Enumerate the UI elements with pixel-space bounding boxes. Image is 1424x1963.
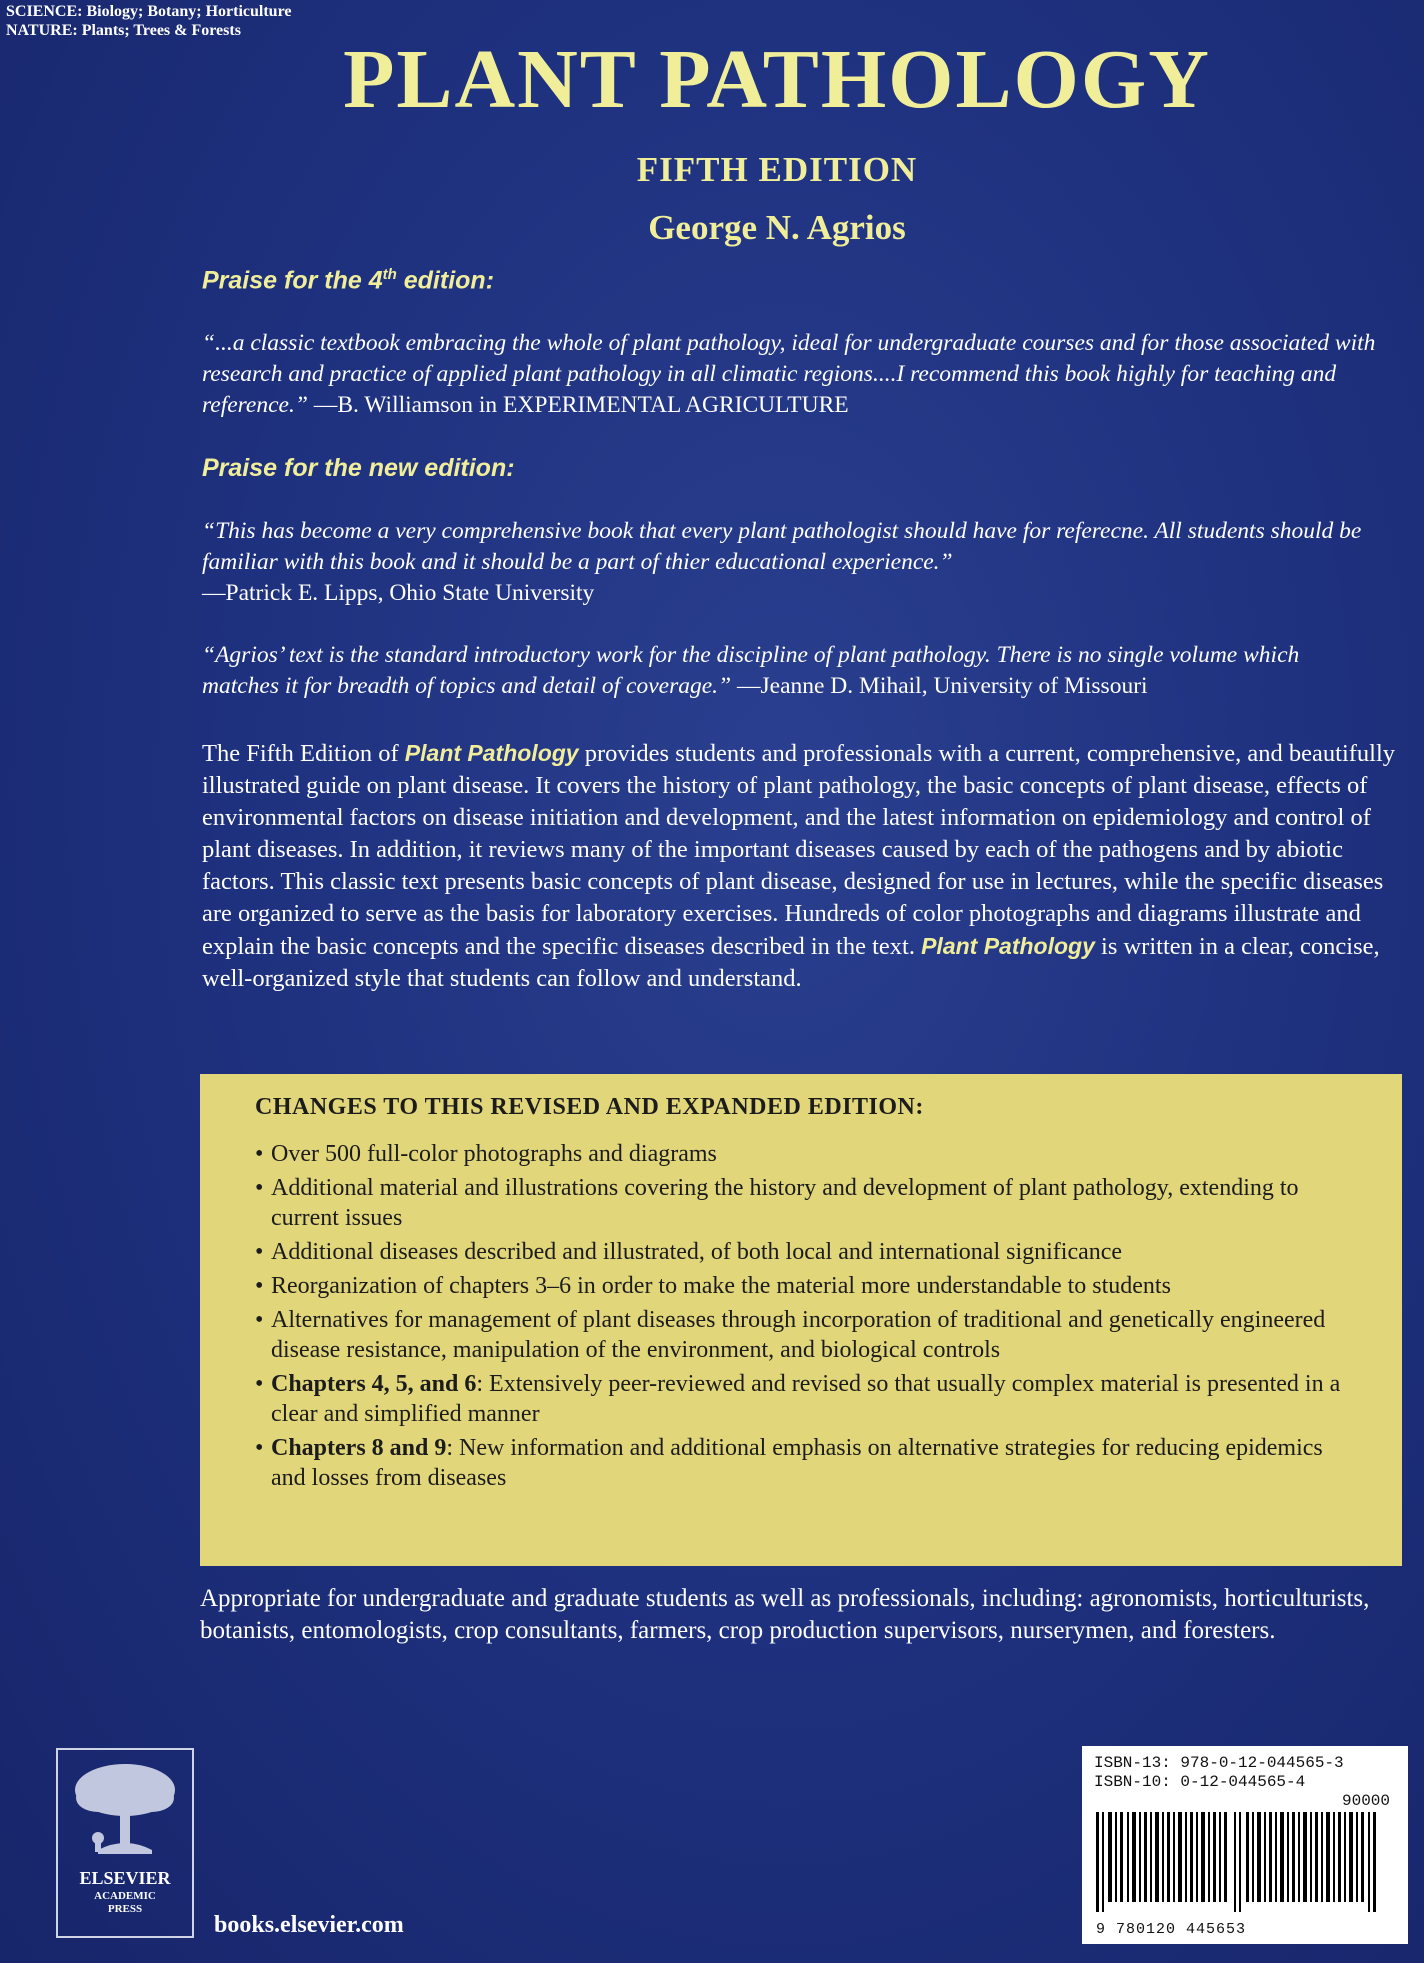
- list-item: • Over 500 full-color photographs and diagrams: [255, 1141, 717, 1167]
- praise-new-quote-2: [202, 640, 1382, 702]
- author-name: George N. Agrios: [648, 208, 906, 247]
- praise-4th-quote: [202, 328, 1382, 421]
- audience-text: Appropriate for undergraduate and graduate students as well as professionals, including: agronomists, horticulturists, botanists, entomologists, crop consultants, farmers, crop production supervisors, nurserymen, and foresters.: [200, 1585, 1370, 1644]
- publisher-website[interactable]: books.elsevier.com: [214, 1912, 404, 1938]
- quote-attribution: —Jeanne D. Mihail, University of Missouri: [731, 673, 1148, 699]
- price-code: 90000: [1341, 1792, 1390, 1810]
- tree-icon: [58, 1750, 192, 1868]
- praise-new-heading: Praise for the new edition:: [202, 454, 515, 482]
- changes-list: [255, 1139, 1362, 1493]
- quote-attribution: —Patrick E. Lipps, Ohio State University: [202, 580, 595, 606]
- subject-line-science: SCIENCE: Biology; Botany; Horticulture: [6, 3, 292, 20]
- isbn-10: ISBN-10: 0-12-044565-4: [1094, 1773, 1306, 1791]
- subject-line-nature: NATURE: Plants; Trees & Forests: [6, 22, 241, 39]
- imprint-line-1: ACADEMIC: [94, 1890, 156, 1902]
- book-title: PLANT PATHOLOGY: [343, 33, 1211, 126]
- quote-text: “This has become a very comprehensive book that every plant pathologist should have for referecne. All students should be familiar with this book and it should be a part of thier educational experience.”: [202, 518, 1362, 575]
- book-title-inline: Plant Pathology: [921, 933, 1095, 959]
- list-item: • Additional diseases described and illustrated, of both local and international significance: [255, 1239, 1123, 1265]
- list-item: • Alternatives for management of plant diseases through incorporation of traditional and genetically engineered disease resistance, manipulation of the environment, and biological controls: [255, 1307, 1326, 1363]
- list-item: • Reorganization of chapters 3–6 in order to make the material more understandable to students: [255, 1273, 1171, 1299]
- quote-text: “Agrios’ text is the standard introductory work for the discipline of plant pathology. There is no single volume which matches it for breadth of topics and detail of coverage.”: [202, 642, 1300, 699]
- publisher-name: ELSEVIER: [79, 1868, 171, 1888]
- book-description: The Fifth Edition of Plant Pathology provides students and professionals with a current, comprehensive, and beautifully illustrated guide on plant disease. It covers the history of plant pathology, the basic concepts of plant disease, effects of environmental factors on disease initiation and development, and the latest information on epidemiology and control of plant diseases. In addition, it reviews many of the important diseases caused by each of the pathogens and by abiotic factors. This classic text presents basic concepts of plant disease, designed for use in lectures, while the specific diseases are organized to serve as the basis for laboratory exercises. Hundreds of color photographs and diagrams illustrate and explain the basic concepts and the specific diseases described in the text. Plant Pathology is written in a clear, concise, well-organized style that students can follow and understand.: [202, 740, 1396, 992]
- barcode-bars: [1094, 1812, 1394, 1912]
- barcode-panel: [1082, 1746, 1408, 1944]
- praise-4th-heading: Praise for the 4th edition:: [202, 266, 495, 295]
- isbn-13: ISBN-13: 978-0-12-044565-3: [1094, 1754, 1344, 1772]
- quote-text: “...a classic textbook embracing the whole of plant pathology, ideal for undergraduate courses and for those associated with research and practice of applied plant pathology in all climatic regions....I recommend this book highly for teaching and reference.”: [202, 330, 1376, 418]
- book-title-inline: Plant Pathology: [404, 740, 579, 766]
- praise-new-quote-1: [202, 516, 1382, 609]
- edition-label: FIFTH EDITION: [636, 150, 918, 189]
- list-item: • Additional material and illustrations covering the history and development of plant pathology, extending to current issues: [255, 1175, 1299, 1231]
- imprint-line-2: PRESS: [107, 1903, 143, 1915]
- list-item: • Chapters 8 and 9: New information and additional emphasis on alternative strategies for reducing epidemics and losses from diseases: [255, 1435, 1323, 1491]
- changes-panel: [200, 1074, 1402, 1566]
- changes-title: CHANGES TO THIS REVISED AND EXPANDED EDITION:: [255, 1094, 924, 1120]
- quote-attribution: —B. Williamson in EXPERIMENTAL AGRICULTURE: [307, 392, 849, 418]
- list-item: • Chapters 4, 5, and 6: Extensively peer-reviewed and revised so that usually complex material is presented in a clear and simplified manner: [255, 1371, 1341, 1427]
- barcode-digits: 9 780120 445653: [1096, 1921, 1247, 1938]
